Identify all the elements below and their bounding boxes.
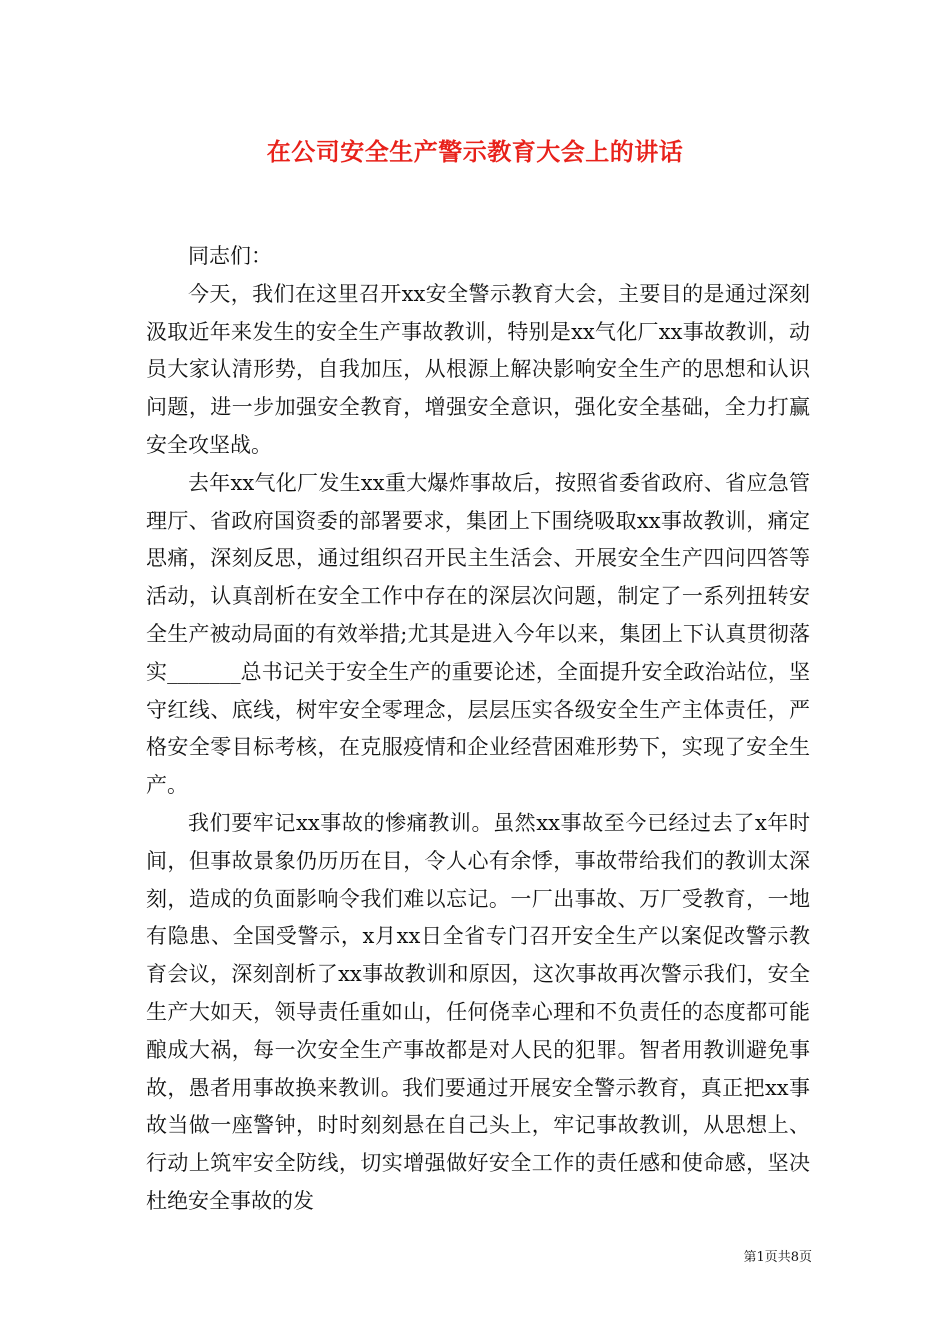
page-title: 在公司安全生产警示教育大会上的讲话 xyxy=(266,137,684,166)
speech-body xyxy=(146,238,810,1221)
salutation: 同志们： xyxy=(188,244,272,268)
paragraph-3: 我们要牢记xx事故的惨痛教训。虽然xx事故至今已经过去了x年时间，但事故景象仍历历在目，令人心有余悸，事故带给我们的教训太深刻，造成的负面影响令我们难以忘记。一厂出事故、万厂受教育，一地有隐患、全国受警示，x月xx日全省专门召开安全生产以案促改警示教育会议，深刻剖析了xx事故教训和原因，这次事故再次警示我们，安全生产大如天，领导责任重如山，任何侥幸心理和不负责任的态度都可能酿成大祸，每一次安全生产事故都是对人民的犯罪。智者用教训避免事故，愚者用事故换来教训。我们要通过开展安全警示教育，真正把xx事故当做一座警钟，时时刻刻悬在自己头上，牢记事故教训，从思想上、行动上筑牢安全防线，切实增强做好安全工作的责任感和使命感，坚决杜绝安全事故的发 xyxy=(146,810,810,1213)
paragraph-2: 去年xx气化厂发生xx重大爆炸事故后，按照省委省政府、省应急管理厅、省政府国资委的部署要求，集团上下围绕吸取xx事故教训，痛定思痛，深刻反思，通过组织召开民主生活会、开展安全生产四问四答等活动，认真剖析在安全工作中存在的深层次问题，制定了一系列扭转安全生产被动局面的有效举措;尤其是进入今年以来，集团上下认真贯彻落实_______总书记关于安全生产的重要论述，全面提升安全政治站位，坚守红线、底线，树牢安全零理念，层层压实各级安全生产主体责任，严格安全零目标考核，在克服疫情和企业经营困难形势下，实现了安全生产。 xyxy=(146,470,810,798)
paragraph-1: 今天，我们在这里召开xx安全警示教育大会，主要目的是通过深刻汲取近年来发生的安全生产事故教训，特别是xx气化厂xx事故教训，动员大家认清形势，自我加压，从根源上解决影响安全生产的思想和认识问题，进一步加强安全教育，增强安全意识，强化安全基础，全力打赢安全攻坚战。 xyxy=(146,281,810,457)
page-number: 第1页共8页 xyxy=(743,1250,812,1265)
